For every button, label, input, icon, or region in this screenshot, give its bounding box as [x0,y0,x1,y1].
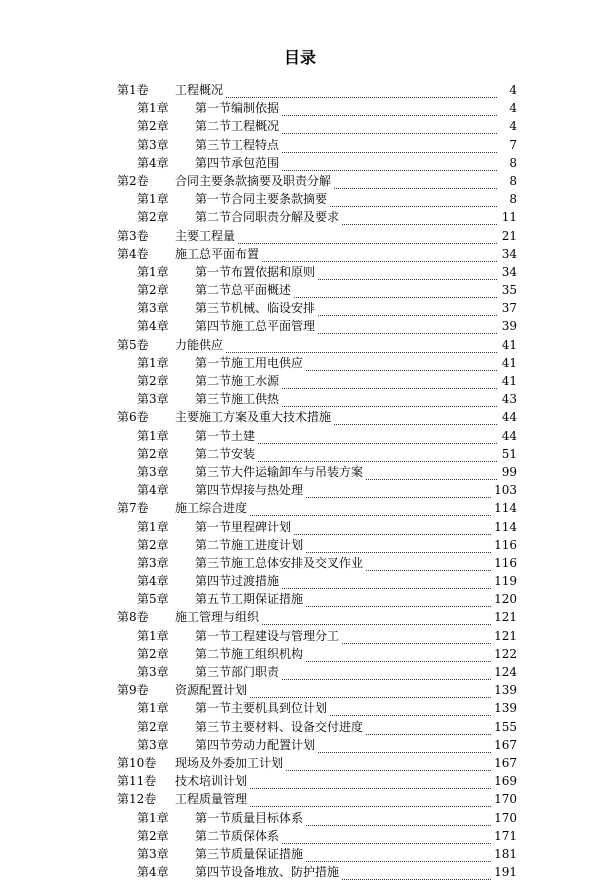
entry-page-number: 116 [492,536,517,554]
entry-title: 第四节施工总平面管理 [195,317,317,335]
toc-volume-entry[interactable] [117,608,517,626]
entry-title: 第五节工期保证措施 [195,590,305,608]
toc-chapter-entry[interactable] [117,699,517,717]
entry-page-number: 124 [492,663,517,681]
toc-chapter-entry[interactable] [117,809,517,827]
entry-page-number: 4 [507,117,517,135]
entry-number: 第12卷 [117,792,157,807]
entry-page-number: 8 [507,172,517,190]
toc-chapter-entry[interactable] [117,572,517,590]
entry-title: 第三节工程特点 [195,136,281,154]
entry-number: 第3章 [137,555,169,570]
toc-volume-entry[interactable] [117,81,517,99]
entry-number: 第2章 [137,537,169,552]
toc-chapter-entry[interactable] [117,518,517,536]
entry-title: 第一节土建 [195,427,257,445]
entry-page-number: 43 [500,390,517,408]
entry-number: 第8卷 [117,610,149,625]
toc-list [117,81,517,881]
toc-volume-entry[interactable] [117,772,517,790]
entry-title: 第二节安装 [195,445,257,463]
entry-title: 第三节质量保证措施 [195,845,305,863]
toc-chapter-entry[interactable] [117,445,517,463]
toc-chapter-entry[interactable] [117,736,517,754]
entry-title: 第一节工程建设与管理分工 [195,627,341,645]
entry-number: 第7卷 [117,501,149,516]
entry-page-number: 167 [492,736,517,754]
entry-title: 第二节施工水源 [195,372,281,390]
toc-volume-entry[interactable] [117,336,517,354]
entry-page-number: 7 [507,136,517,154]
entry-page-number: 4 [507,99,517,117]
entry-title: 主要施工方案及重大技术措施 [175,408,333,426]
entry-page-number: 4 [507,81,517,99]
toc-chapter-entry[interactable] [117,281,517,299]
toc-chapter-entry[interactable] [117,627,517,645]
entry-number: 第3章 [137,137,169,152]
entry-page-number: 167 [492,754,517,772]
entry-number: 第1卷 [117,83,149,97]
toc-chapter-entry[interactable] [117,863,517,881]
entry-page-number: 119 [492,572,517,590]
entry-number: 第11卷 [117,774,157,789]
entry-title: 第一节主要机具到位计划 [195,699,329,717]
entry-title: 第四节设备堆放、防护措施 [195,863,341,881]
toc-volume-entry[interactable] [117,227,517,245]
entry-title: 第四节劳动力配置计划 [195,736,317,754]
toc-chapter-entry[interactable] [117,463,517,481]
toc-chapter-entry[interactable] [117,827,517,845]
entry-page-number: 121 [492,627,517,645]
toc-chapter-entry[interactable] [117,190,517,208]
entry-number: 第4卷 [117,246,149,261]
toc-chapter-entry[interactable] [117,154,517,172]
entry-page-number: 41 [500,354,517,372]
entry-number: 第3章 [137,665,169,679]
entry-title: 现场及外委加工计划 [175,754,285,772]
entry-number: 第2章 [137,283,169,298]
entry-title: 第二节总平面概述 [195,281,293,299]
toc-volume-entry[interactable] [117,790,517,808]
entry-title: 第二节合同职责分解及要求 [195,208,341,226]
entry-number: 第4章 [137,155,169,170]
entry-title: 第一节布置依据和原则 [195,263,317,281]
entry-number: 第3卷 [117,228,149,243]
entry-title: 第四节焊接与热处理 [195,481,305,499]
entry-title: 资源配置计划 [175,681,249,699]
toc-chapter-entry[interactable] [117,263,517,281]
toc-chapter-entry[interactable] [117,208,517,226]
entry-number: 第1章 [137,192,169,207]
entry-page-number: 114 [492,499,517,517]
toc-chapter-entry[interactable] [117,117,517,135]
entry-number: 第3章 [137,301,169,316]
toc-chapter-entry[interactable] [117,845,517,863]
entry-number: 第2章 [137,210,169,225]
toc-volume-entry[interactable] [117,408,517,426]
entry-title: 第二节工程概况 [195,117,281,135]
toc-chapter-entry[interactable] [117,554,517,572]
toc-chapter-entry[interactable] [117,390,517,408]
entry-number: 第3章 [137,846,169,861]
entry-page-number: 37 [500,299,517,317]
entry-page-number: 41 [500,372,517,390]
entry-page-number: 99 [500,463,517,481]
entry-number: 第2章 [137,446,169,461]
entry-title: 施工总平面布置 [175,245,261,263]
toc-chapter-entry[interactable] [117,354,517,372]
entry-number: 第4章 [137,574,169,589]
entry-number: 第1章 [137,101,169,116]
entry-page-number: 114 [492,518,517,536]
entry-title: 主要工程量 [175,227,237,245]
entry-title: 第四节过渡措施 [195,572,281,590]
entry-page-number: 139 [492,681,517,699]
entry-number: 第9卷 [117,683,149,698]
entry-number: 第4章 [137,483,169,498]
entry-page-number: 44 [500,427,517,445]
entry-page-number: 44 [500,408,517,426]
entry-page-number: 103 [492,481,517,499]
entry-title: 第三节施工供热 [195,390,281,408]
entry-page-number: 34 [500,245,517,263]
entry-page-number: 21 [500,227,517,245]
entry-number: 第4章 [137,319,169,334]
entry-page-number: 170 [492,790,517,808]
entry-page-number: 116 [492,554,517,572]
toc-chapter-entry[interactable] [117,663,517,681]
entry-number: 第1章 [137,810,169,825]
entry-number: 第1章 [137,355,169,370]
entry-title: 合同主要条款摘要及职责分解 [175,172,333,190]
entry-number: 第1章 [137,519,169,534]
toc-chapter-entry[interactable] [117,645,517,663]
entry-page-number: 34 [500,263,517,281]
entry-page-number: 8 [507,190,517,208]
entry-title: 第三节施工总体安排及交叉作业 [195,554,365,572]
toc-chapter-entry[interactable] [117,536,517,554]
entry-number: 第2卷 [117,173,149,188]
entry-title: 第一节编制依据 [195,99,281,117]
entry-page-number: 155 [492,718,517,736]
entry-number: 第3章 [137,464,169,479]
entry-page-number: 8 [507,154,517,172]
entry-number: 第1章 [137,701,169,716]
entry-number: 第4章 [137,865,169,880]
toc-chapter-entry[interactable] [117,136,517,154]
entry-number: 第3章 [137,737,169,752]
entry-title: 第一节里程碑计划 [195,518,293,536]
entry-title: 第四节承包范围 [195,154,281,172]
entry-title: 第一节质量目标体系 [195,809,305,827]
toc-chapter-entry[interactable] [117,590,517,608]
entry-number: 第3章 [137,392,169,407]
entry-title: 施工综合进度 [175,499,249,517]
entry-title: 第二节施工组织机构 [195,645,305,663]
entry-number: 第5章 [137,592,169,607]
toc-chapter-entry[interactable] [117,427,517,445]
toc-volume-entry[interactable] [117,499,517,517]
entry-number: 第2章 [137,646,169,661]
toc-title: 目录 [283,48,316,67]
entry-number: 第10卷 [117,755,157,770]
entry-page-number: 139 [492,699,517,717]
entry-title: 第一节施工用电供应 [195,354,305,372]
entry-page-number: 191 [492,863,517,881]
toc-volume-entry[interactable] [117,754,517,772]
toc-volume-entry[interactable] [117,172,517,190]
entry-page-number: 39 [500,317,517,335]
entry-title: 第三节主要材料、设备交付进度 [195,718,365,736]
entry-page-number: 170 [492,809,517,827]
toc-chapter-entry[interactable] [117,299,517,317]
entry-number: 第1章 [137,428,169,443]
entry-title: 技术培训计划 [175,772,249,790]
toc-chapter-entry[interactable] [117,99,517,117]
entry-title: 第一节合同主要条款摘要 [195,190,329,208]
entry-page-number: 51 [500,445,517,463]
entry-number: 第2章 [137,119,169,134]
entry-number: 第5卷 [117,337,149,352]
entry-page-number: 41 [500,336,517,354]
entry-page-number: 181 [492,845,517,863]
entry-number: 第2章 [137,828,169,843]
entry-number: 第2章 [137,719,169,734]
toc-chapter-entry[interactable] [117,718,517,736]
entry-page-number: 35 [500,281,517,299]
entry-page-number: 171 [492,827,517,845]
entry-title: 第三节部门职责 [195,663,281,681]
entry-title: 第三节机械、临设安排 [195,299,317,317]
entry-page-number: 120 [492,590,517,608]
entry-title: 工程概况 [175,81,225,99]
toc-chapter-entry[interactable] [117,317,517,335]
entry-title: 第三节大件运输卸车与吊装方案 [195,463,365,481]
toc-volume-entry[interactable] [117,245,517,263]
entry-title: 第二节质保体系 [195,827,281,845]
toc-chapter-entry[interactable] [117,481,517,499]
toc-volume-entry[interactable] [117,681,517,699]
entry-title: 力能供应 [175,336,225,354]
entry-page-number: 11 [500,208,517,226]
entry-number: 第6卷 [117,410,149,425]
entry-number: 第2章 [137,374,169,388]
entry-title: 工程质量管理 [175,790,249,808]
entry-number: 第1章 [137,264,169,279]
entry-page-number: 122 [492,645,517,663]
toc-chapter-entry[interactable] [117,372,517,390]
entry-title: 施工管理与组织 [175,608,261,626]
entry-number: 第1章 [137,628,169,643]
entry-page-number: 121 [492,608,517,626]
entry-title: 第二节施工进度计划 [195,536,305,554]
entry-page-number: 169 [492,772,517,790]
